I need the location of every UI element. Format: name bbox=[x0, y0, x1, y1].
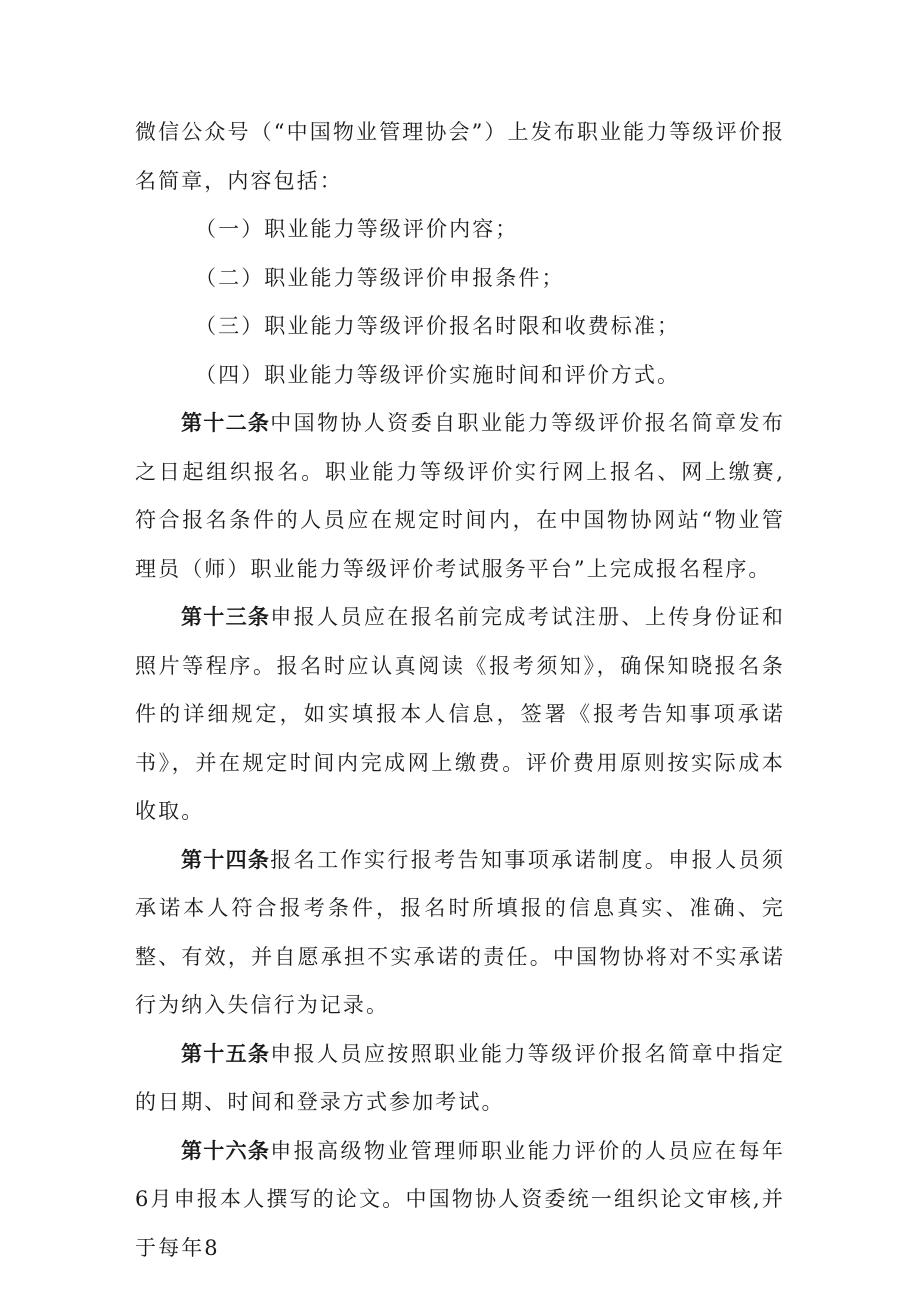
article-15-text: 申报人员应按照职业能力等级评价报名简章中指定的日期、时间和登录方式参加考试。 bbox=[135, 1041, 785, 1114]
article-16 bbox=[135, 1127, 785, 1273]
article-13-number: 第十三条 bbox=[181, 604, 271, 629]
article-12-text: 中国物协人资委自职业能力等级评价报名简章发布之日起组织报名。职业能力等级评价实行网上报名、网上缴赛,符合报名条件的人员应在规定时间内，在中国物协网站“物业管理员（师）职业能力等级评价考试服务平台”上完成报名程序。 bbox=[135, 411, 785, 581]
article-12-number: 第十二条 bbox=[181, 410, 271, 435]
paragraph-continuation: 微信公众号（“中国物业管理协会”）上发布职业能力等级评价报名简章，内容包括： bbox=[135, 120, 785, 193]
list-item-4: （四）职业能力等级评价实施时间和评价方式。 bbox=[195, 362, 681, 387]
article-15-number: 第十五条 bbox=[181, 1040, 271, 1066]
article-13-text: 申报人员应在报名前完成考试注册、上传身份证和照片等程序。报名时应认真阅读《报考须知》，确保知晓报名条件的详细规定，如实填报本人信息，签署《报考告知事项承诺书》，并在规定时间内完成网上缴费。评价费用原则按实际成本收取。 bbox=[135, 605, 785, 823]
article-14-text: 报名工作实行报考告知事项承诺制度。申报人员须承诺本人符合报考条件，报名时所填报的信息真实、准确、完整、有效，并自愿承担不实承诺的责任。中国物协将对不实承诺行为纳入失信行为记录。 bbox=[135, 847, 785, 1017]
article-12 bbox=[135, 399, 785, 593]
list-item-1: （一）职业能力等级评价内容； bbox=[195, 217, 519, 241]
list-item-3: （三）职业能力等级评价报名时限和收费标准； bbox=[195, 314, 681, 338]
article-16-text: 申报高级物业管理师职业能力评价的人员应在每年6月申报本人撰写的论文。中国物协人资委统一组织论文审核,并于每年8 bbox=[135, 1138, 785, 1260]
document-body bbox=[135, 108, 785, 1272]
article-14 bbox=[135, 836, 785, 1030]
article-16-number: 第十六条 bbox=[181, 1137, 271, 1163]
list-item-2: （二）职业能力等级评价申报条件； bbox=[195, 265, 565, 290]
article-14-number: 第十四条 bbox=[181, 846, 271, 872]
article-15 bbox=[135, 1030, 785, 1127]
article-13 bbox=[135, 593, 785, 836]
